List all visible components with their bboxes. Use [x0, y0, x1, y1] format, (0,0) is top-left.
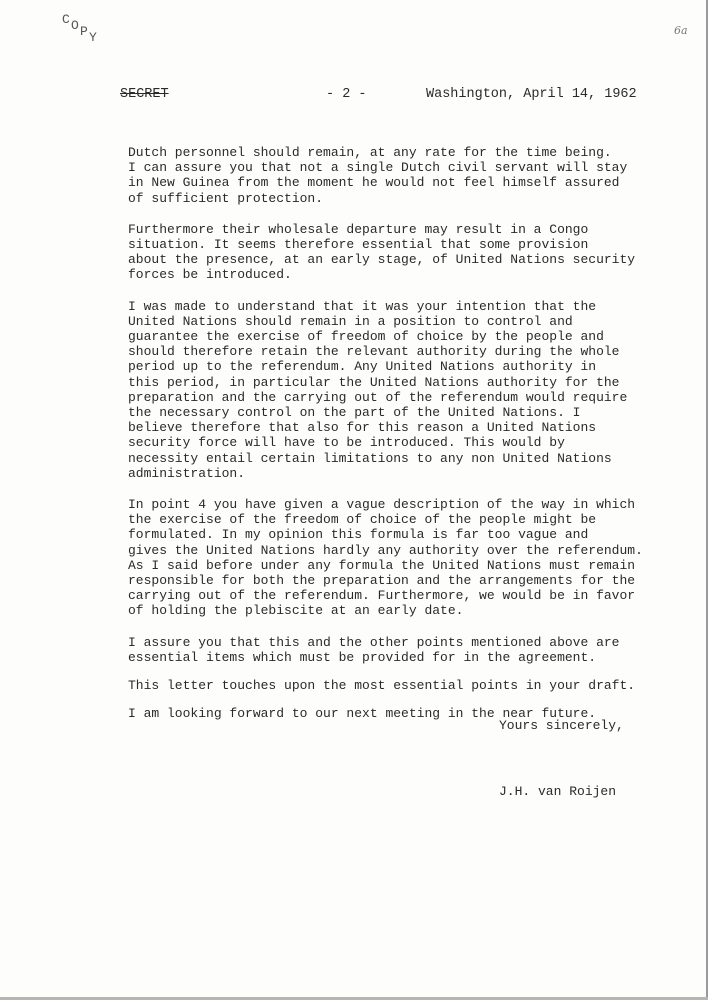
classification-marking: SECRET: [120, 87, 169, 102]
paragraph-point-4: In point 4 you have given a vague description of the way in which the exercise of the freedom of choice of the people might be formulated. In my opinion this formula is far too vague and gives the United Nations hardly any authority over the referendum. As I said before under any formula the United Nations must remain responsible for both the preparation and the arrangements for the carrying out of the referendum. Furthermore, we would be in favor of holding the plebiscite at an early date.: [128, 497, 643, 619]
signature-name: J.H. van Roijen: [499, 784, 617, 799]
paragraph-congo-situation: Furthermore their wholesale departure may result in a Congo situation. It seems therefore essential that some provision about the presence, at an early stage, of United Nations security forces be introduced.: [128, 221, 636, 283]
copy-stamp-letter: O: [71, 18, 79, 33]
copy-stamp-letter: Y: [89, 30, 97, 45]
copy-stamp: [62, 12, 106, 48]
paragraph-assurance: I assure you that this and the other points mentioned above are essential items which must be provided for in the agreement.: [128, 634, 620, 665]
closing-salutation: Yours sincerely,: [499, 718, 624, 733]
letter-header: [120, 87, 680, 107]
letter-body: [128, 145, 708, 738]
copy-stamp-letter: C: [62, 12, 70, 27]
paragraph-essential-points: This letter touches upon the most essential points in your draft.: [128, 678, 636, 694]
dateline: Washington, April 14, 1962: [426, 87, 637, 102]
paragraph-personnel: Dutch personnel should remain, at any rate for the time being. I can assure you that not a single Dutch civil servant will stay in New Guinea from the moment he would not feel himself assured of sufficient protection.: [128, 145, 628, 206]
page-number: - 2 -: [326, 87, 367, 102]
handwritten-page-note: 6a: [674, 24, 688, 37]
copy-stamp-letter: P: [80, 24, 88, 39]
paragraph-un-authority: I was made to understand that it was your intention that the United Nations should remain in a position to control and guarantee the exercise of freedom of choice by the people and should therefore retain the relevant authority during the whole period up to the referendum. Any United Nations authority in this period, in particular the United Nations authority for the preparation and the carrying out of the referendum would require the necessary control on the part of the United Nations. I believe therefore that also for this reason a United Nations security force will have to be introduced. This would by necessity entail certain limitations to any non United Nations administration.: [128, 298, 628, 481]
paragraph-next-meeting: I am looking forward to our next meeting in the near future.: [128, 706, 597, 722]
